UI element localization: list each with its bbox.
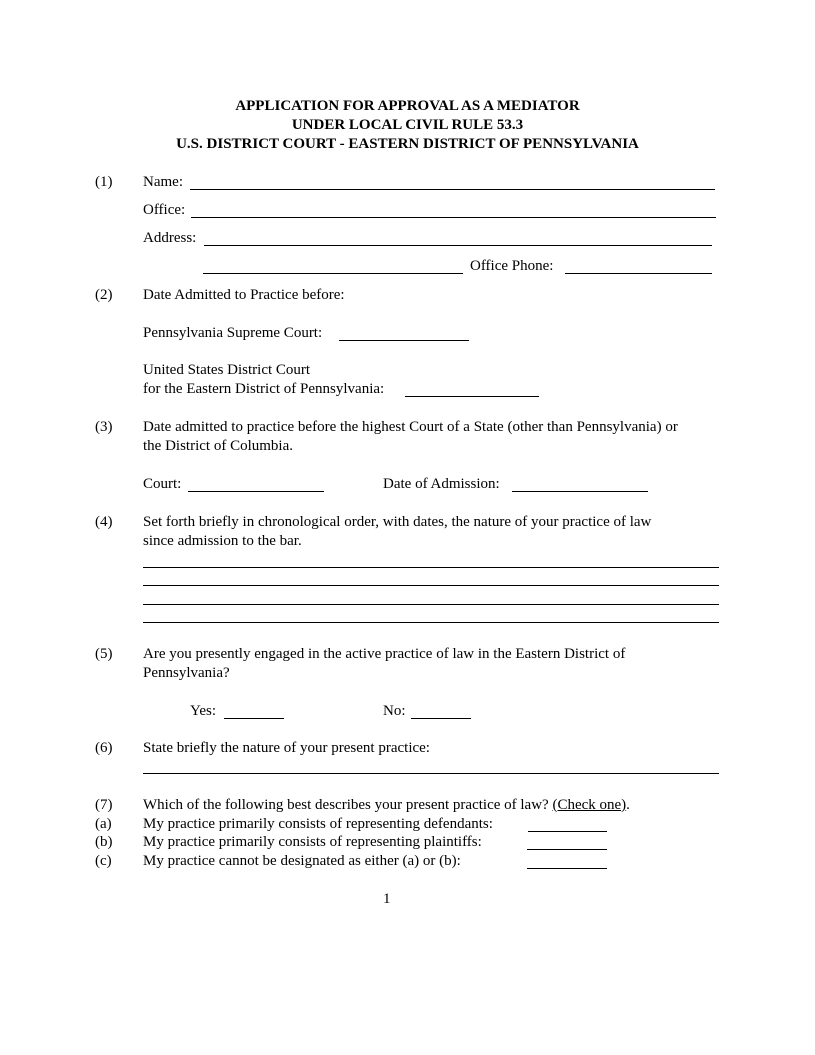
- court-field[interactable]: [188, 491, 324, 492]
- date-of-admission-field[interactable]: [512, 491, 648, 492]
- option-field-c[interactable]: [527, 868, 607, 869]
- item-number-4: (4): [95, 514, 113, 530]
- pa-supreme-court-date-field[interactable]: [339, 340, 469, 341]
- q6-text: State briefly the nature of your present practice:: [143, 740, 430, 756]
- no-field[interactable]: [411, 718, 471, 719]
- practice-history-line-3[interactable]: [143, 604, 719, 605]
- date-of-admission-label: Date of Admission:: [383, 476, 500, 492]
- option-field-b[interactable]: [527, 849, 607, 850]
- pa-supreme-court-label: Pennsylvania Supreme Court:: [143, 325, 323, 341]
- q3-text-line1: Date admitted to practice before the highest Court of a State (other than Pennsylvania) or: [143, 419, 678, 435]
- q5-text-line2: Pennsylvania?: [143, 665, 230, 681]
- option-text-c: My practice cannot be designated as either (a) or (b):: [143, 853, 461, 869]
- name-field[interactable]: [190, 189, 715, 190]
- address-label: Address:: [143, 230, 197, 246]
- q3-text-line2: the District of Columbia.: [143, 438, 293, 454]
- q4-text-line2: since admission to the bar.: [143, 533, 302, 549]
- usdc-date-field[interactable]: [405, 396, 539, 397]
- name-label: Name:: [143, 174, 183, 190]
- item-number-2: (2): [95, 287, 113, 303]
- item-number-3: (3): [95, 419, 113, 435]
- q7-text: [143, 797, 630, 814]
- date-admitted-heading: Date Admitted to Practice before:: [143, 287, 345, 303]
- page-number: 1: [383, 891, 391, 907]
- court-label: Court:: [143, 476, 182, 492]
- practice-history-line-4[interactable]: [143, 622, 719, 623]
- option-letter-a: (a): [95, 816, 112, 832]
- option-field-a[interactable]: [528, 831, 607, 832]
- address-field-line2[interactable]: [203, 273, 463, 274]
- form-subtitle-court: U.S. DISTRICT COURT - EASTERN DISTRICT OF PENNSYLVANIA: [176, 136, 639, 152]
- office-label: Office:: [143, 202, 186, 218]
- option-letter-c: (c): [95, 853, 112, 869]
- yes-field[interactable]: [224, 718, 284, 719]
- check-one-instruction: (Check one): [552, 797, 627, 813]
- form-title: APPLICATION FOR APPROVAL AS A MEDIATOR: [235, 98, 580, 114]
- practice-history-line-2[interactable]: [143, 585, 719, 586]
- yes-label: Yes:: [190, 703, 216, 719]
- q4-text-line1: Set forth briefly in chronological order, with dates, the nature of your practice of law: [143, 514, 652, 530]
- q5-text-line1: Are you presently engaged in the active practice of law in the Eastern District of: [143, 646, 626, 662]
- office-field[interactable]: [191, 217, 716, 218]
- item-number-5: (5): [95, 646, 113, 662]
- present-practice-field[interactable]: [143, 773, 719, 774]
- no-label: No:: [383, 703, 406, 719]
- usdc-label-line2: for the Eastern District of Pennsylvania:: [143, 381, 385, 397]
- option-text-b: My practice primarily consists of representing plaintiffs:: [143, 834, 482, 850]
- practice-history-line-1[interactable]: [143, 567, 719, 568]
- item-number-1: (1): [95, 174, 113, 190]
- address-field-line1[interactable]: [204, 245, 712, 246]
- q7-question: Which of the following best describes your present practice of law?: [143, 797, 549, 813]
- item-number-7: (7): [95, 797, 113, 813]
- item-number-6: (6): [95, 740, 113, 756]
- option-letter-b: (b): [95, 834, 113, 850]
- office-phone-field[interactable]: [565, 273, 712, 274]
- option-text-a: My practice primarily consists of representing defendants:: [143, 816, 493, 832]
- q7-period: .: [626, 797, 630, 813]
- form-subtitle-rule: UNDER LOCAL CIVIL RULE 53.3: [291, 117, 524, 133]
- office-phone-label: Office Phone:: [470, 258, 554, 274]
- usdc-label-line1: United States District Court: [143, 362, 311, 378]
